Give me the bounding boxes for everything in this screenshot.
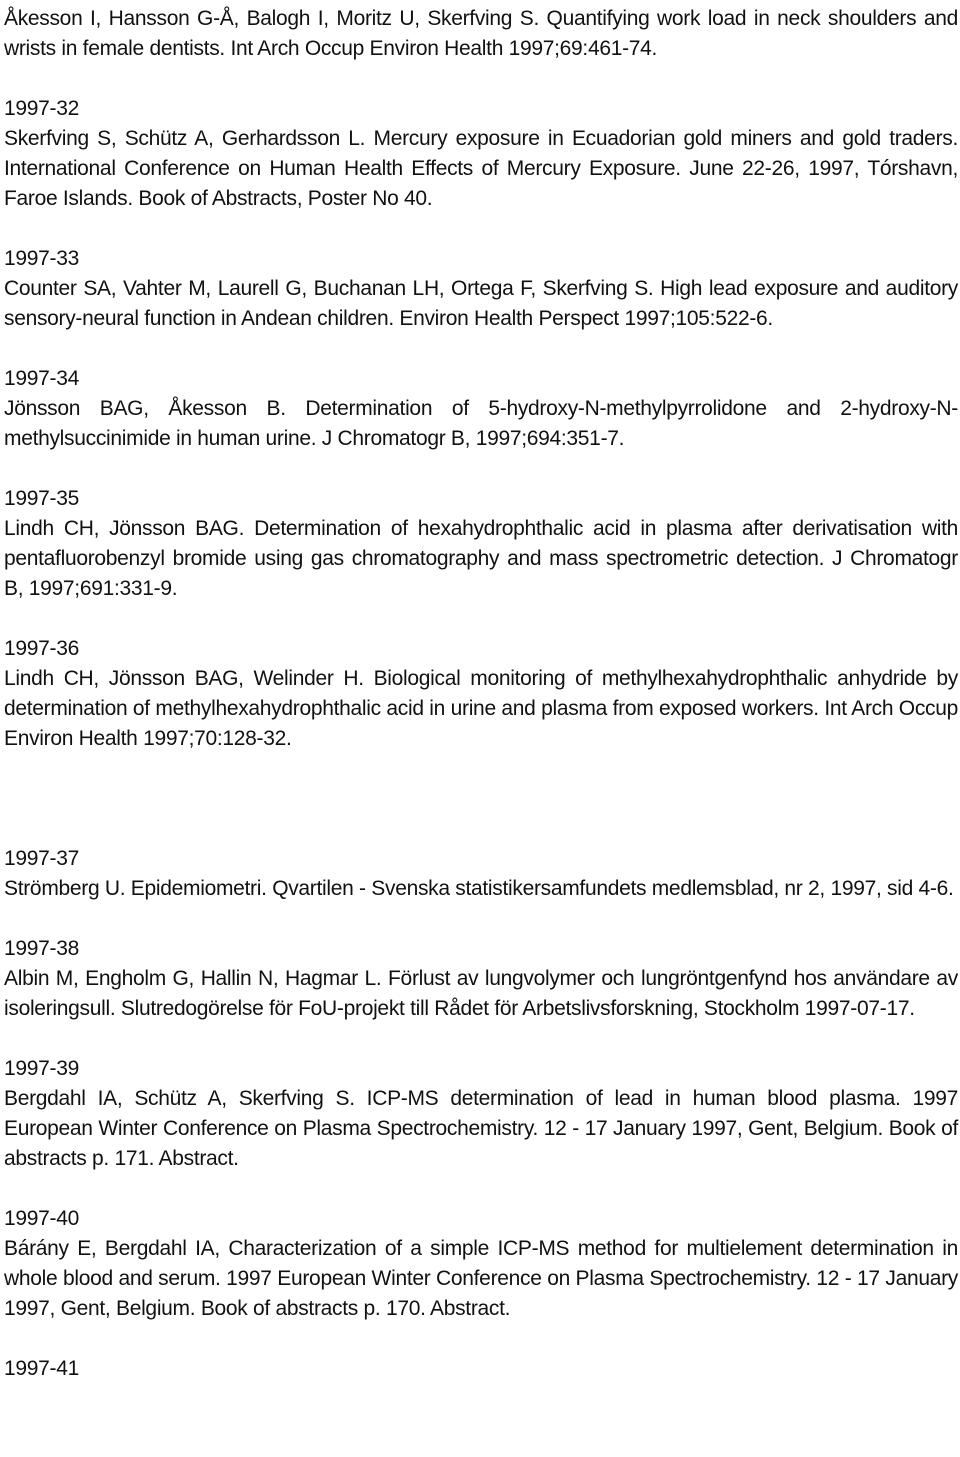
reference-entry-1997-38 [4, 934, 958, 1024]
reference-text: Counter SA, Vahter M, Laurell G, Buchanan LH, Ortega F, Skerfving S. High lead exposure and auditory sensory-neural function in Andean children. Environ Health Perspect 1997;105:522-6. [4, 277, 958, 330]
reference-text: Bergdahl IA, Schütz A, Skerfving S. ICP-MS determination of lead in human blood plasma. 1997 European Winter Conference on Plasma Spectrochemistry. 12 - 17 January 1997, Gent, Belgium. Book of abstracts p. 171. Abstract. [4, 1087, 958, 1170]
reference-entry-1997-41 [4, 1354, 958, 1384]
reference-text: Lindh CH, Jönsson BAG. Determination of hexahydrophthalic acid in plasma after derivatisation with pentafluorobenzyl bromide using gas chromatography and mass spectrometric detection. J Chromatogr B, 1997;691:331-9. [4, 517, 958, 600]
reference-entry-1997-36 [4, 634, 958, 754]
reference-text: Bárány E, Bergdahl IA, Characterization of a simple ICP-MS method for multielement determination in whole blood and serum. 1997 European Winter Conference on Plasma Spectrochemistry. 12 - 17 January 1997, Gent, Belgium. Book of abstracts p. 170. Abstract. [4, 1237, 958, 1320]
reference-entry-1997-33 [4, 244, 958, 334]
reference-number: 1997-33 [4, 247, 79, 270]
continued-reference: Åkesson I, Hansson G-Å, Balogh I, Moritz U, Skerfving S. Quantifying work load in neck shoulders and wrists in female dentists. Int Arch Occup Environ Health 1997;69:461-74. [4, 7, 958, 60]
reference-text: Jönsson BAG, Åkesson B. Determination of 5-hydroxy-N-methylpyrrolidone and 2-hydroxy-N-methylsuccinimide in human urine. J Chromatogr B, 1997;694:351-7. [4, 397, 958, 450]
reference-text: Albin M, Engholm G, Hallin N, Hagmar L. Förlust av lungvolymer och lungröntgenfynd hos användare av isoleringsull. Slutredogörelse för FoU-projekt till Rådet för Arbetslivsforskning, Stockholm 1997-07-17. [4, 967, 958, 1020]
reference-entry-1997-37 [4, 844, 958, 904]
reference-text: Strömberg U. Epidemiometri. Qvartilen - Svenska statistikersamfundets medlemsblad, nr 2, 1997, sid 4-6. [4, 877, 954, 900]
reference-text: Skerfving S, Schütz A, Gerhardsson L. Mercury exposure in Ecuadorian gold miners and gold traders. International Conference on Human Health Effects of Mercury Exposure. June 22-26, 1997, Tórshavn, Faroe Islands. Book of Abstracts, Poster No 40. [4, 127, 958, 210]
reference-number: 1997-37 [4, 847, 79, 870]
reference-number: 1997-41 [4, 1357, 79, 1380]
reference-entry-1997-34 [4, 364, 958, 454]
reference-number: 1997-32 [4, 97, 79, 120]
reference-number: 1997-35 [4, 487, 79, 510]
reference-entry-1997-35 [4, 484, 958, 604]
reference-number: 1997-40 [4, 1207, 79, 1230]
reference-number: 1997-38 [4, 937, 79, 960]
reference-number: 1997-39 [4, 1057, 79, 1080]
reference-text: Lindh CH, Jönsson BAG, Welinder H. Biological monitoring of methylhexahydrophthalic anhydride by determination of methylhexahydrophthalic acid in urine and plasma from exposed workers. Int Arch Occup Environ Health 1997;70:128-32. [4, 667, 958, 750]
reference-entry-1997-32 [4, 94, 958, 214]
reference-entry-1997-40 [4, 1204, 958, 1324]
reference-number: 1997-36 [4, 637, 79, 660]
reference-number: 1997-34 [4, 367, 79, 390]
reference-entry-1997-39 [4, 1054, 958, 1174]
